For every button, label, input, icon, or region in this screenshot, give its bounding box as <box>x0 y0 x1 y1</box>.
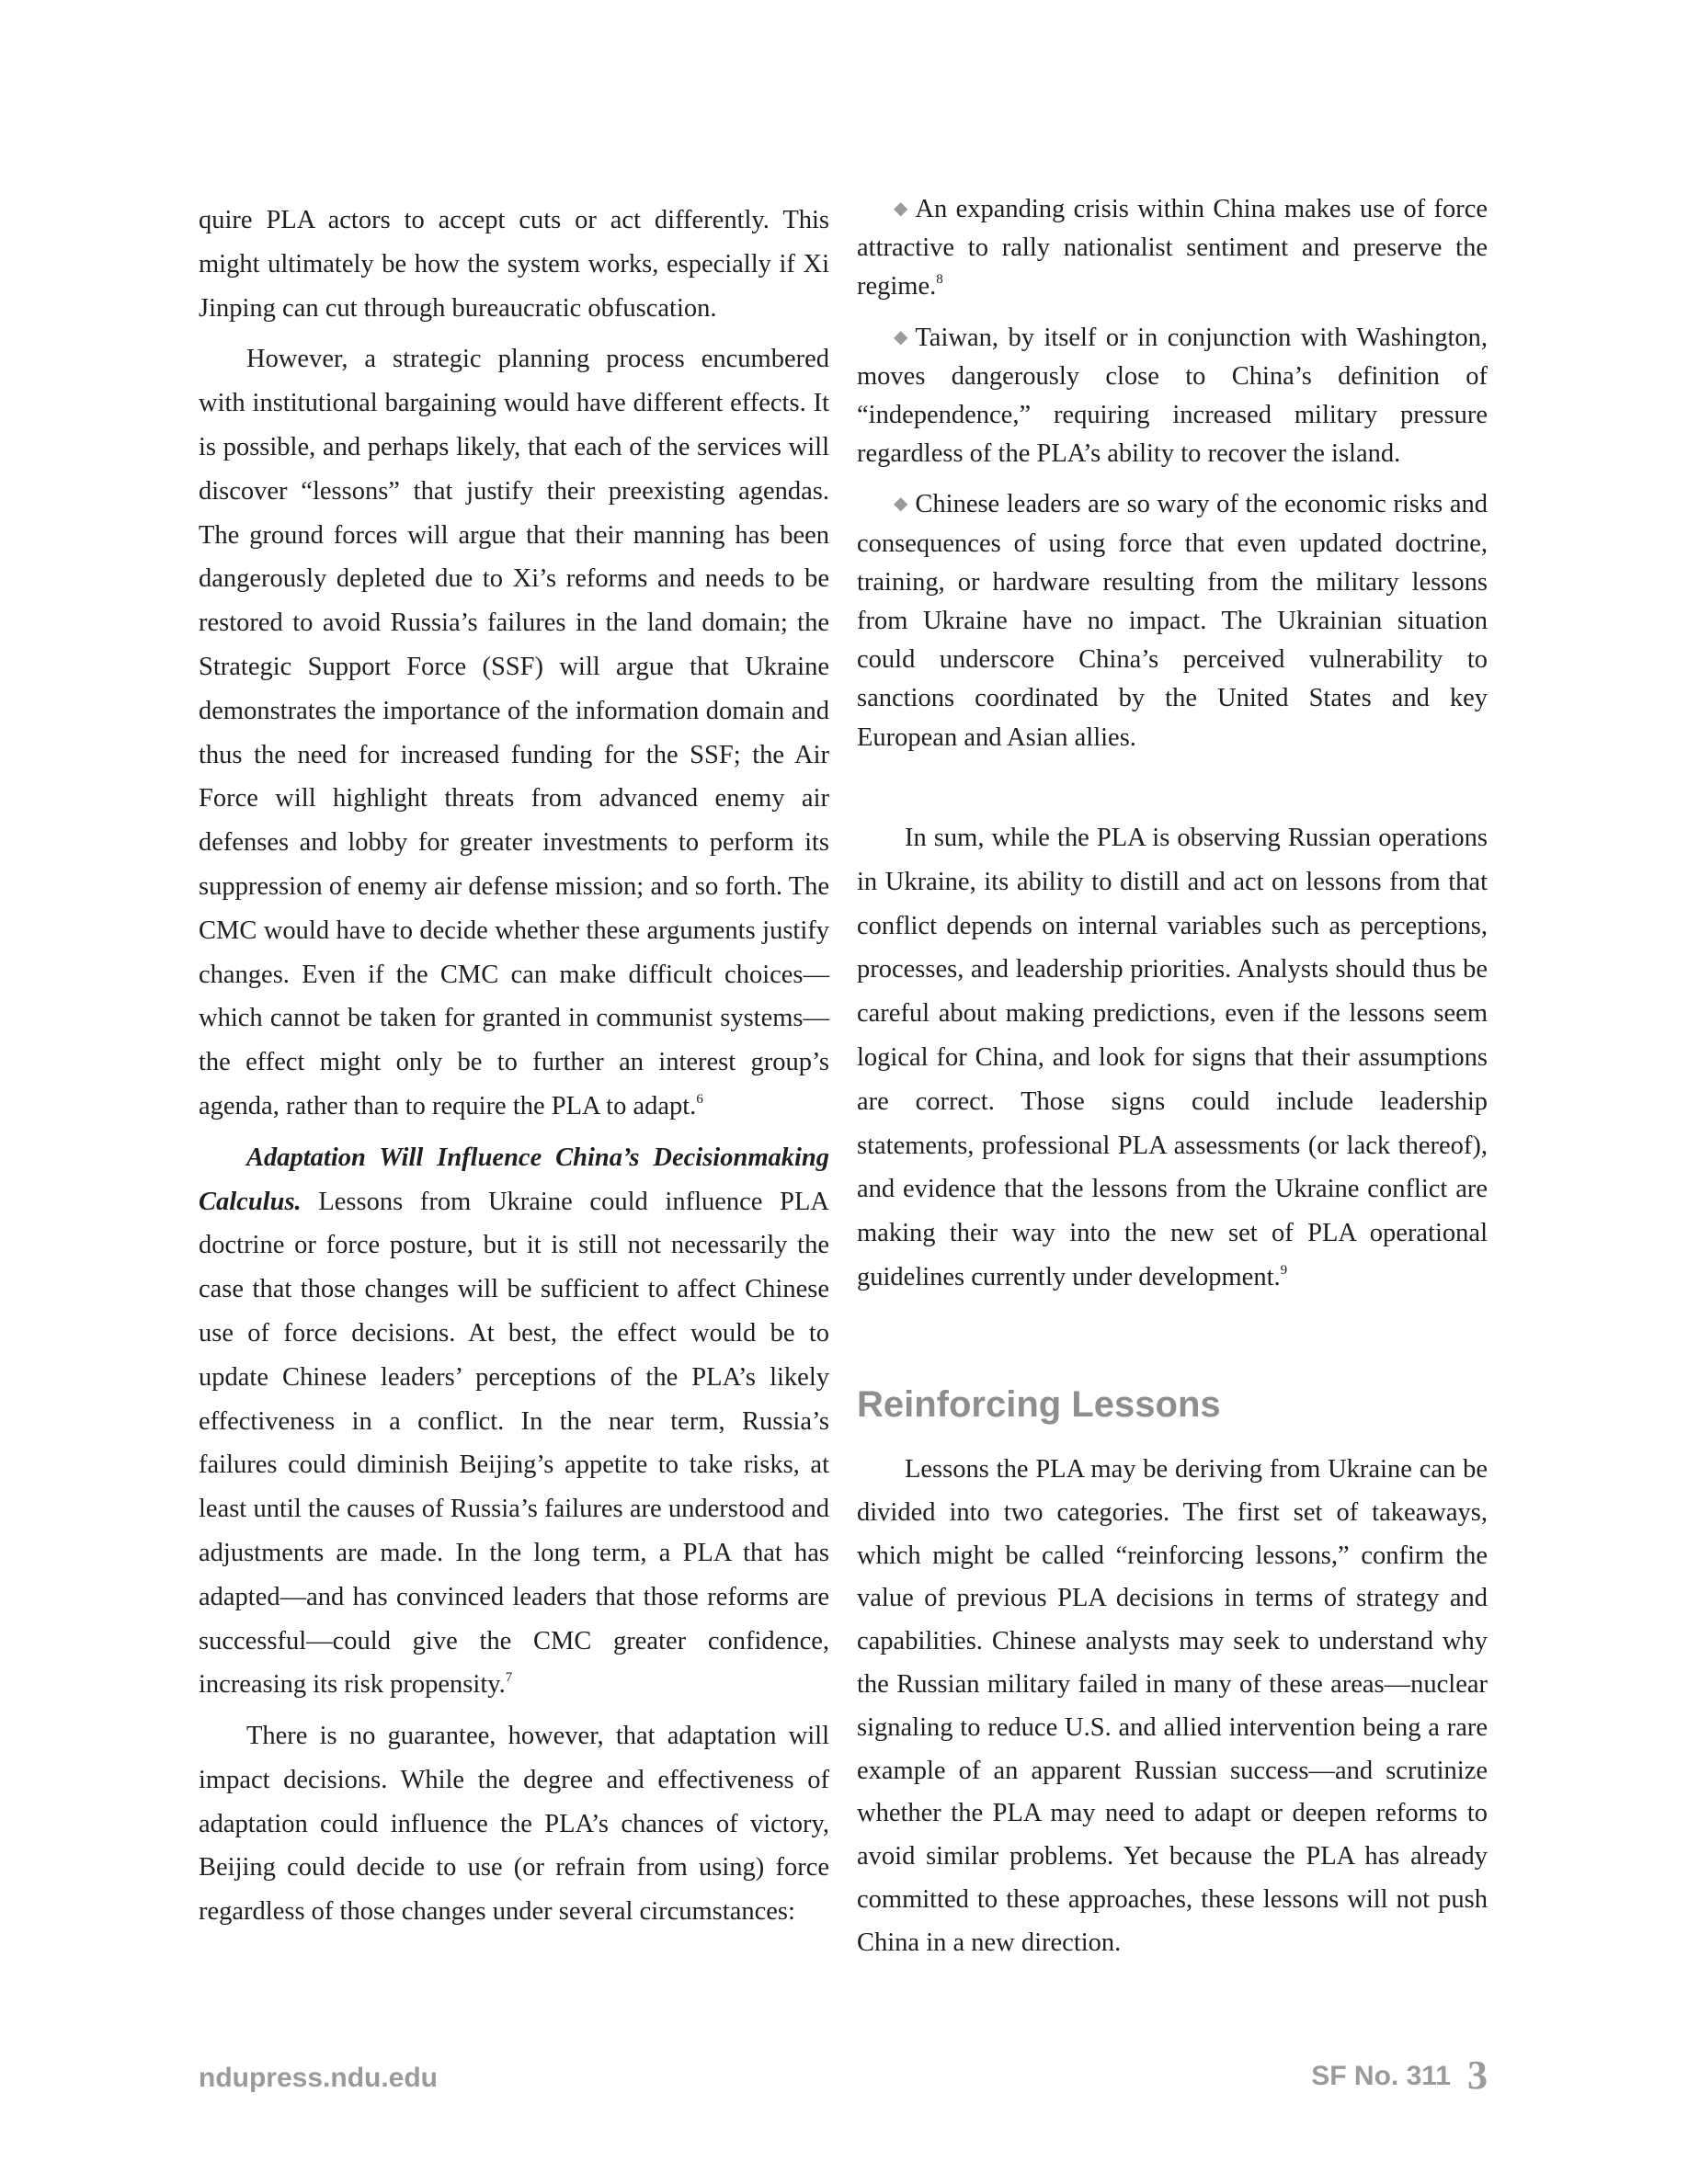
bullet-item <box>857 318 1488 474</box>
bullet-item <box>857 484 1488 756</box>
paragraph: Lessons the PLA may be deriving from Ukraine can be divided into two categories. The first set of takeaways, which might be called “reinforcing lessons,” confirm the value of previous PLA decisions in terms of strategy and capabilities. Chinese analysts may seek to understand why the Russian military failed in many of these areas—nuclear signaling to reduce U.S. and allied intervention being a rare example of an apparent Russian success—and scrutinize whether the PLA may need to adapt or deepen reforms to avoid similar problems. Yet because the PLA has already committed to these approaches, these lessons will not push China in a new direction. <box>857 1455 1488 1957</box>
diamond-bullet-icon: ◆ <box>894 199 908 219</box>
paragraph <box>199 1136 829 1707</box>
diamond-bullet-icon: ◆ <box>894 494 908 515</box>
paragraph: There is no guarantee, however, that adaptation will impact decisions. While the degree and effectiveness of adaptation could influence the PLA’s chances of victory, Beijing could decide to use (or refrain from using) force regardless of those changes under several circumstances: <box>199 1722 829 1927</box>
footer-website: ndupress.ndu.edu <box>199 2063 439 2093</box>
right-column <box>857 189 1488 757</box>
bullet-text: An expanding crisis within China makes use of force attractive to rally nationalist sentiment and preserve the regime. <box>857 195 1488 301</box>
paragraph <box>857 816 1488 1300</box>
footnote-ref: 6 <box>696 1091 703 1107</box>
footer-page-info <box>1311 2052 1488 2099</box>
footnote-ref: 8 <box>936 272 943 288</box>
footer-series: SF No. 311 <box>1311 2061 1451 2091</box>
footnote-ref: 9 <box>1280 1262 1288 1278</box>
paragraph-text: In sum, while the PLA is observing Russian operations in Ukraine, its ability to distill and act on lessons from that conflict depends on internal variables such as perceptions, processes, and leadership priorities. Analysts should thus be careful about making predictions, even if the lessons seem logical for China, and look for signs that their assumptions are correct. Those signs could include leadership statements, professional PLA assessments (or lack thereof), and evidence that the lessons from the Ukraine conflict are making their way into the new set of PLA operational guidelines currently under development. <box>857 824 1488 1291</box>
summary-block <box>857 816 1488 1300</box>
footnote-ref: 7 <box>505 1670 513 1686</box>
bullet-item <box>857 189 1488 307</box>
page-number: 3 <box>1467 2053 1488 2098</box>
section-body <box>857 1449 1488 1965</box>
paragraph <box>199 337 829 1128</box>
bullet-text: Chinese leaders are so wary of the economic risks and consequences of using force that even updated doctrine, training, or hardware resulting from the military lessons from Ukraine have no impact. The Ukrainian situation could underscore China’s perceived vulnerability to sanctions coordinated by the United States and key European and Asian allies. <box>857 490 1488 752</box>
bullet-text: Taiwan, by itself or in conjunction with Washington, moves dangerously close to China’s definition of “independence,” requiring increased military pressure regardless of the PLA’s ability to recover the island. <box>857 323 1488 469</box>
left-column <box>199 199 829 1934</box>
paragraph-text: However, a strategic planning process encumbered with institutional bargaining would have different effects. It is possible, and perhaps likely, that each of the services will discover “lessons” that justify their preexisting agendas. The ground forces will argue that their manning has been dangerously depleted due to Xi’s reforms and needs to be restored to avoid Russia’s failures in the land domain; the Strategic Support Force (SSF) will argue that Ukraine demonstrates the importance of the information domain and thus the need for increased funding for the SSF; the Air Force will highlight threats from advanced enemy air defenses and lobby for greater investments to perform its suppression of enemy air defense mission; and so forth. The CMC would have to decide whether these arguments justify changes. Even if the CMC can make difficult choices—which cannot be taken for granted in communist systems—the effect might only be to further an interest group’s agenda, rather than to require the PLA to adapt. <box>199 345 829 1120</box>
bullet-list <box>857 189 1488 757</box>
section-heading: Reinforcing Lessons <box>857 1384 1221 1425</box>
diamond-bullet-icon: ◆ <box>894 326 908 347</box>
paragraph-text: Lessons from Ukraine could influence PLA doctrine or force posture, but it is still not necessarily the case that those changes will be sufficient to affect Chinese use of force decisions. At best, the effect would be to update Chinese leaders’ perceptions of the PLA’s likely effectiveness in a conflict. In the near term, Russia’s failures could diminish Beijing’s appetite to take risks, at least until the causes of Russia’s failures are understood and adjustments are made. In the long term, a PLA that has adapted—and has convinced leaders that those reforms are successful—could give the CMC greater confidence, increasing its risk propensity. <box>199 1187 829 1700</box>
paragraph: quire PLA actors to accept cuts or act differently. This might ultimately be how the system works, especially if Xi Jinping can cut through bureaucratic obfuscation. <box>199 206 829 323</box>
run-in-heading: Adaptation Will Influence China’s Decisionmaking Calculus. <box>199 1143 829 1216</box>
